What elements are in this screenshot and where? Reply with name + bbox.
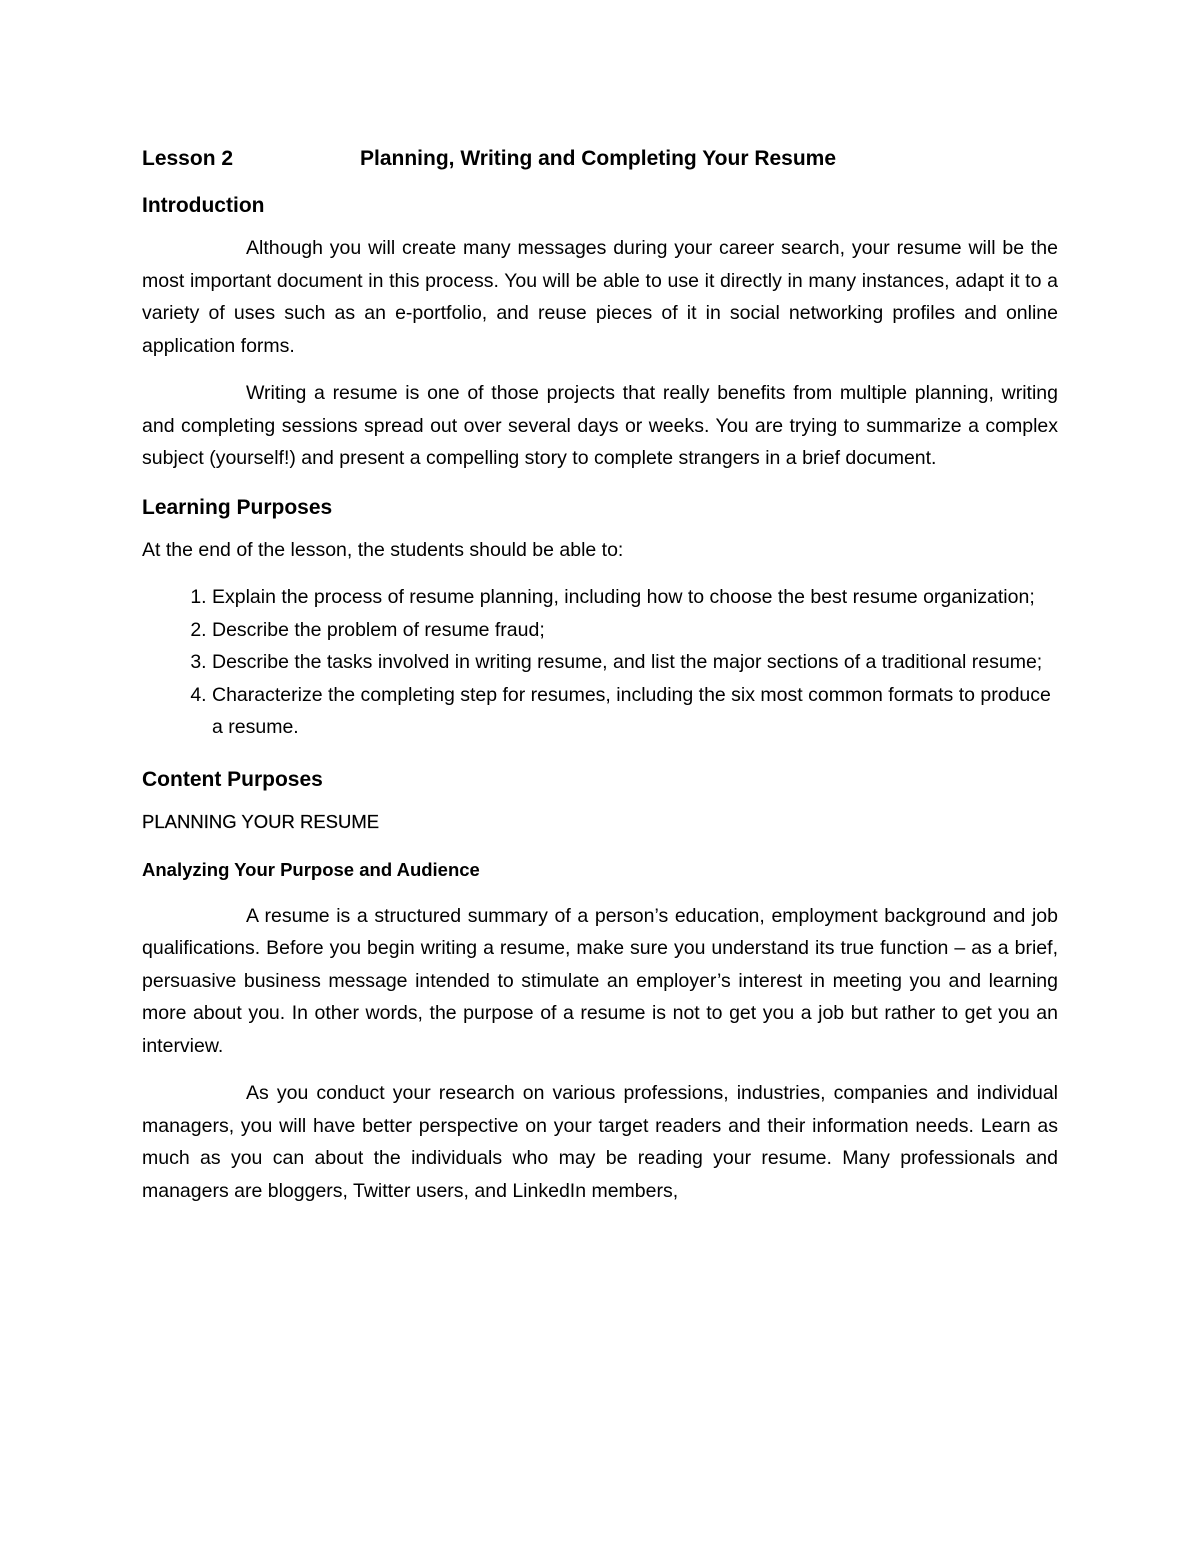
learning-purposes-heading: Learning Purposes: [142, 495, 333, 519]
content-paragraph: A resume is a structured summary of a person’s education, employment background and job qualifications. Before you begin writing a resume, make sure you understand its true function – as a brief, persuasive business message intended to stimulate an employer’s interest in meeting you and learning more about you. In other words, the purpose of a resume is not to get you a job but rather to get you an interview.: [142, 904, 1058, 1057]
lesson-header: [142, 140, 1058, 178]
planning-section-title: PLANNING YOUR RESUME: [142, 810, 380, 832]
introduction-paragraph: Although you will create many messages during your career search, your resume will be the most important document in this process. You will be able to use it directly in many instances, adapt it to a variety of uses such as an e-portfolio, and reuse pieces of it in social networking profiles and online application forms.: [142, 237, 1058, 357]
lesson-title: Planning, Writing and Completing Your Resume: [360, 147, 837, 170]
list-item: 1. Explain the process of resume planning, including how to choose the best resume organization;: [212, 581, 1058, 614]
content-paragraph: As you conduct your research on various professions, industries, companies and individual managers, you will have better perspective on your target readers and their information needs. Learn as much as you can about the individuals who may be reading your resume. Many professionals and managers are bloggers, Twitter users, and LinkedIn members,: [142, 1082, 1058, 1202]
list-item: 3. Describe the tasks involved in writing resume, and list the major sections of a traditional resume;: [212, 646, 1058, 679]
introduction-paragraph: Writing a resume is one of those projects that really benefits from multiple planning, writing and completing sessions spread out over several days or weeks. You are trying to summarize a complex subject (yourself!) and present a compelling story to complete strangers in a brief document.: [142, 382, 1058, 469]
list-item: 4. Characterize the completing step for resumes, including the six most common formats to produce a resume.: [212, 679, 1058, 744]
introduction-heading: Introduction: [142, 194, 265, 217]
learning-purposes-lead: At the end of the lesson, the students should be able to:: [142, 538, 624, 561]
list-item: 2. Describe the problem of resume fraud;: [212, 614, 1058, 647]
content-purposes-heading: Content Purposes: [142, 767, 323, 791]
lesson-number: Lesson 2: [142, 147, 234, 170]
analyzing-subheading: Analyzing Your Purpose and Audience: [142, 858, 480, 880]
learning-purposes-list: [142, 581, 1058, 744]
document-page: [142, 140, 1058, 1222]
